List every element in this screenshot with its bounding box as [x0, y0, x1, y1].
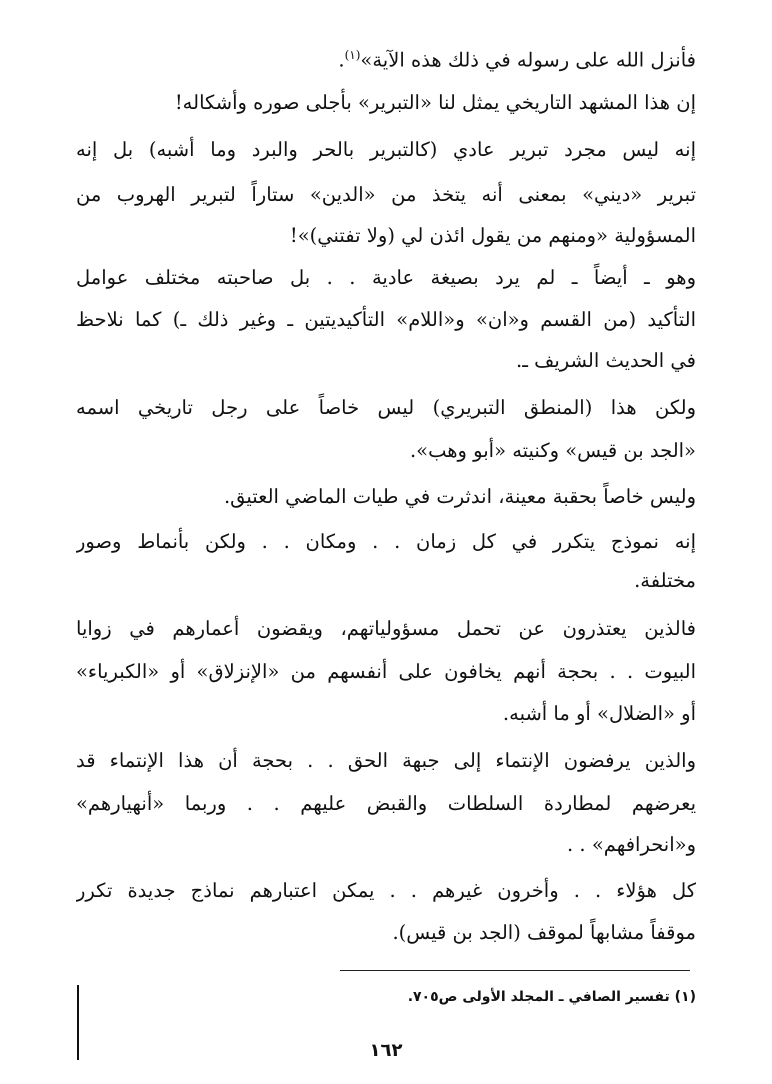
text-line-15: البيوت . . بحجة أنهم يخافون على أنفسهم من «الإنزلاق» أو «الكبرياء» — [76, 660, 696, 683]
footnote-marker: (١) — [344, 48, 361, 62]
text-line-20: كل هؤلاء . . وأخرون غيرهم . . يمكن اعتبارهم نماذج جديدة تكرر — [76, 879, 696, 902]
text-line-6: وهو ـ أيضاً ـ لم يرد بصيغة عادية . . بل صاحبته مختلف عوامل — [76, 266, 696, 289]
text-line-3: إنه ليس مجرد تبرير عادي (كالتبرير بالحر والبرد وما أشبه) بل إنه — [76, 138, 696, 161]
text-line-16: أو «الضلال» أو ما أشبه. — [502, 702, 696, 725]
text-line-1-period: . — [338, 48, 345, 72]
text-line-12: إنه نموذج يتكرر في كل زمان . . ومكان . . ولكن بأنماط وصور — [76, 530, 696, 553]
text-line-1 — [76, 40, 696, 76]
text-line-5: المسؤولية «ومنهم من يقول ائذن لي (ولا تفتني)»! — [289, 224, 696, 247]
text-line-1-body: فأنزل الله على رسوله في ذلك هذه الآية» — [360, 48, 696, 72]
text-line-9: ولكن هذا (المنطق التبريري) ليس خاصاً على رجل تاريخي اسمه — [76, 396, 696, 419]
text-line-2: إن هذا المشهد التاريخي يمثل لنا «التبرير» بأجلى صوره وأشكاله! — [174, 91, 696, 114]
text-line-14: فالذين يعتذرون عن تحمل مسؤولياتهم، ويقضون أعمارهم في زوايا — [76, 617, 696, 640]
text-line-8: في الحديث الشريف ـ. — [516, 349, 696, 372]
text-line-13: مختلفة. — [634, 569, 696, 592]
text-line-18: يعرضهم لمطاردة السلطات والقبض عليهم . . وربما «أنهيارهم» — [76, 792, 696, 815]
footnote: (١) تفسير الصافي ـ المجلد الأولى ص٧٠٥. — [407, 989, 696, 1005]
text-line-11: وليس خاصاً بحقبة معينة، اندثرت في طيات الماضي العتيق. — [223, 485, 696, 508]
text-line-10: «الجد بن قيس» وكنيته «أبو وهب». — [409, 439, 696, 462]
text-line-4: تبرير «ديني» بمعنى أنه يتخذ من «الدين» ستاراً لتبرير الهروب من — [76, 183, 696, 206]
page-number: ١٦٢ — [369, 1040, 403, 1061]
text-line-19: و«انحرافهم» . . — [567, 833, 696, 856]
text-line-21: موقفاً مشابهاً لموقف (الجد بن قيس). — [392, 921, 696, 944]
footnote-separator — [340, 970, 690, 971]
text-line-7: التأكيد (من القسم و«ان» و«اللام» التأكيديتين ـ وغير ذلك ـ) كما نلاحظ — [76, 308, 696, 331]
text-line-17: والذين يرفضون الإنتماء إلى جبهة الحق . . بحجة أن هذا الإنتماء قد — [76, 749, 696, 772]
